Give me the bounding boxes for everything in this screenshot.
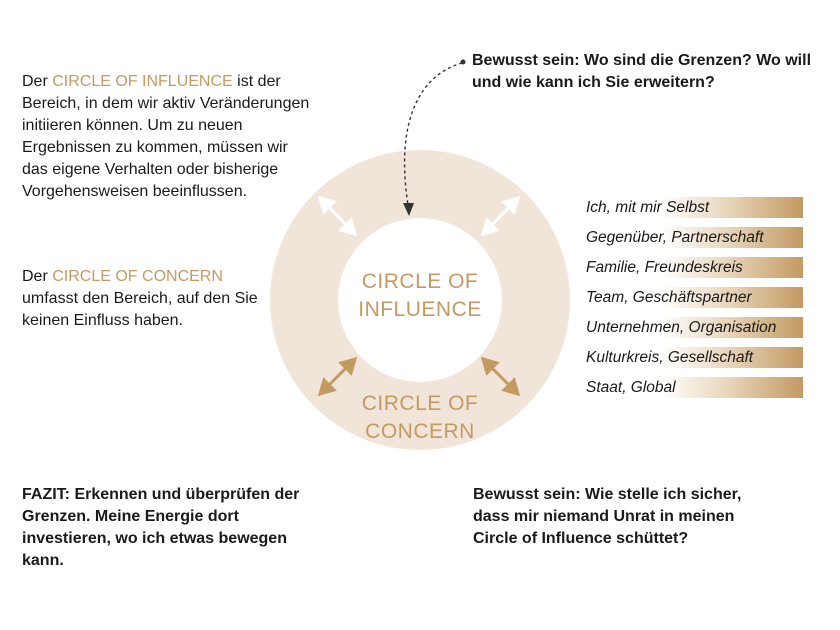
question-protection: Bewusst sein: Wie stelle ich sicher, dass mir niemand Unrat in meinen Circle of Influence schüttet? (473, 486, 742, 547)
influence-label-line1: CIRCLE OF (361, 270, 479, 293)
concern-label-line2: CONCERN (365, 420, 475, 443)
influence-description-prefix: Der (22, 73, 53, 90)
concern-description (22, 266, 282, 332)
level-bar-team: Team, Geschäftspartner (583, 287, 803, 308)
concern-description-prefix: Der (22, 268, 53, 285)
level-bar-organisation: Unternehmen, Organisation (583, 317, 803, 338)
level-bar-self: Ich, mit mir Selbst (583, 197, 803, 218)
level-bar-global: Staat, Global (583, 377, 803, 398)
concern-label-line1: CIRCLE OF (361, 392, 479, 415)
level-bar-society: Kulturkreis, Gesellschaft (583, 347, 803, 368)
circle-of-influence-label (330, 268, 510, 324)
level-bar-family: Familie, Freundeskreis (583, 257, 803, 278)
dashed-pointer-start-dot (461, 60, 466, 65)
concern-description-highlight: CIRCLE OF CONCERN (52, 268, 223, 285)
level-bar-partnership: Gegenüber, Partnerschaft (583, 227, 803, 248)
fazit-conclusion: FAZIT: Erkennen und überprüfen der Grenzen. Meine Energie dort investieren, wo ich etwas bewegen kann. (22, 486, 300, 569)
influence-description (22, 71, 312, 203)
influence-label-line2: INFLUENCE (358, 298, 482, 321)
influence-description-text: ist der Bereich, in dem wir aktiv Veränderungen initiieren können. Um zu neuen Ergebnissen zu kommen, müssen wir das eigene Verhalten oder bisherige Vorgehensweisen beeinflussen. (22, 73, 310, 200)
influence-description-highlight: CIRCLE OF INFLUENCE (52, 73, 233, 90)
concern-description-text: umfasst den Bereich, auf den Sie keinen Einfluss haben. (22, 290, 258, 329)
circle-of-concern-label (330, 390, 510, 446)
question-boundaries: Bewusst sein: Wo sind die Grenzen? Wo will und wie kann ich Sie erweitern? (472, 52, 812, 91)
